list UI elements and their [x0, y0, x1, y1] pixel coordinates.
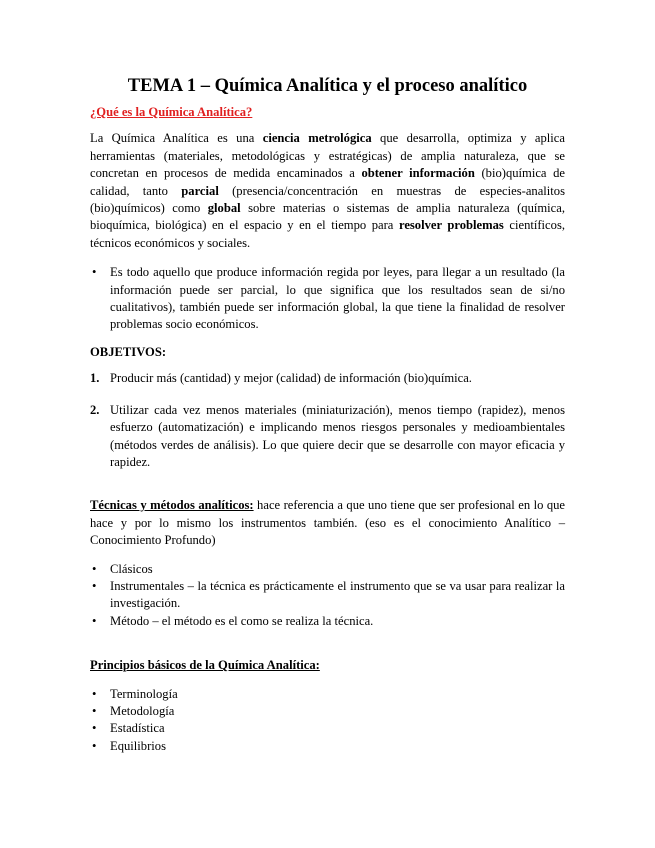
- item-number: 1.: [90, 371, 100, 386]
- intro-text-2: que desarrolla, optimiza y aplica herramientas (materiales, metodológicas y estratégicas) de amplia naturaleza, que se concretan en procesos de medida encaminados a: [90, 131, 565, 181]
- tecnicas-paragraph: [90, 497, 565, 549]
- objetivos-list: [90, 370, 565, 471]
- principios-list: [90, 686, 565, 756]
- bullet-icon: •: [92, 721, 97, 736]
- tecnicas-list: [90, 561, 565, 631]
- page-title: TEMA 1 – Química Analítica y el proceso analítico: [127, 76, 528, 96]
- intro-text-6: científicos, técnicos económicos y sociales.: [90, 218, 565, 250]
- list-item: [90, 738, 565, 755]
- bullet-icon: •: [92, 613, 97, 628]
- intro-bullet-list: [90, 264, 565, 334]
- section-question-heading: ¿Qué es la Química Analítica?: [90, 105, 253, 119]
- intro-bold-1: ciencia metrológica: [262, 131, 372, 146]
- bullet-text: Es todo aquello que produce información regida por leyes, para llegar a un resultado (la información puede ser parcial, lo que significa que los resultados sean de si/no cualitativos), también puede ser información global, la que tiene la finalidad de resolver problemas socio económicos.: [110, 265, 565, 332]
- principios-heading: Principios básicos de la Química Analítica:: [90, 658, 320, 673]
- item-text: Clásicos: [110, 561, 153, 576]
- tecnicas-text: hace referencia a que uno tiene que ser profesional en lo que hace y por lo mismo los instrumentos también. (eso es el conocimiento Analítico – Conocimiento Profundo): [90, 498, 566, 548]
- list-item: [90, 370, 565, 387]
- intro-bold-5: resolver problemas: [398, 218, 504, 233]
- objetivos-heading: OBJETIVOS:: [90, 344, 167, 359]
- item-number: 2.: [90, 402, 100, 417]
- intro-bold-2: obtener información: [361, 166, 475, 181]
- principios-heading-row: [90, 657, 565, 674]
- item-text: Instrumentales – la técnica es prácticamente el instrumento que se va usar para realizar la investigación.: [110, 578, 565, 611]
- item-text: Producir más (cantidad) y mejor (calidad) de información (bio)química.: [110, 371, 472, 386]
- list-item: [90, 578, 565, 613]
- item-text: Utilizar cada vez menos materiales (miniaturización), menos tiempo (rapidez), menos esfuerzo (automatización) e implicando menos riesgos personales y medioambientales (métodos verdes de análisis). Lo que quiere decir que se desarrolle con mayor eficacia y rapidez.: [110, 402, 565, 469]
- bullet-icon: •: [92, 703, 97, 718]
- intro-text-1: La Química Analítica es una: [90, 131, 263, 146]
- intro-paragraph: [90, 130, 565, 252]
- list-item: [90, 613, 565, 630]
- list-item: [90, 686, 565, 703]
- bullet-icon: •: [92, 561, 97, 576]
- item-text: Estadística: [110, 721, 165, 736]
- list-item: [90, 264, 565, 334]
- list-item: [90, 703, 565, 720]
- document-content: [90, 75, 565, 755]
- item-text: Equilibrios: [110, 738, 166, 753]
- list-item: [90, 720, 565, 737]
- intro-text-3: (bio)química de calidad, tanto: [90, 166, 566, 198]
- bullet-icon: •: [92, 686, 97, 701]
- bullet-icon: •: [92, 738, 97, 753]
- tecnicas-heading: Técnicas y métodos analíticos:: [90, 498, 254, 513]
- item-text: Metodología: [110, 703, 175, 718]
- intro-text-4: (presencia/concentración en muestras de especies-analitos (bio)químicos) como: [90, 183, 565, 216]
- item-text: Terminología: [110, 686, 178, 701]
- bullet-icon: •: [92, 265, 97, 280]
- list-item: [90, 561, 565, 578]
- bullet-icon: •: [92, 578, 97, 593]
- intro-bold-4: global: [207, 201, 241, 216]
- item-text: Método – el método es el como se realiza la técnica.: [110, 613, 374, 628]
- list-item: [90, 402, 565, 472]
- intro-bold-3: parcial: [181, 183, 219, 198]
- intro-text-5: sobre materias o sistemas de amplia naturaleza (química, bioquímica, biológica) en el espacio y en el tiempo para: [90, 201, 565, 233]
